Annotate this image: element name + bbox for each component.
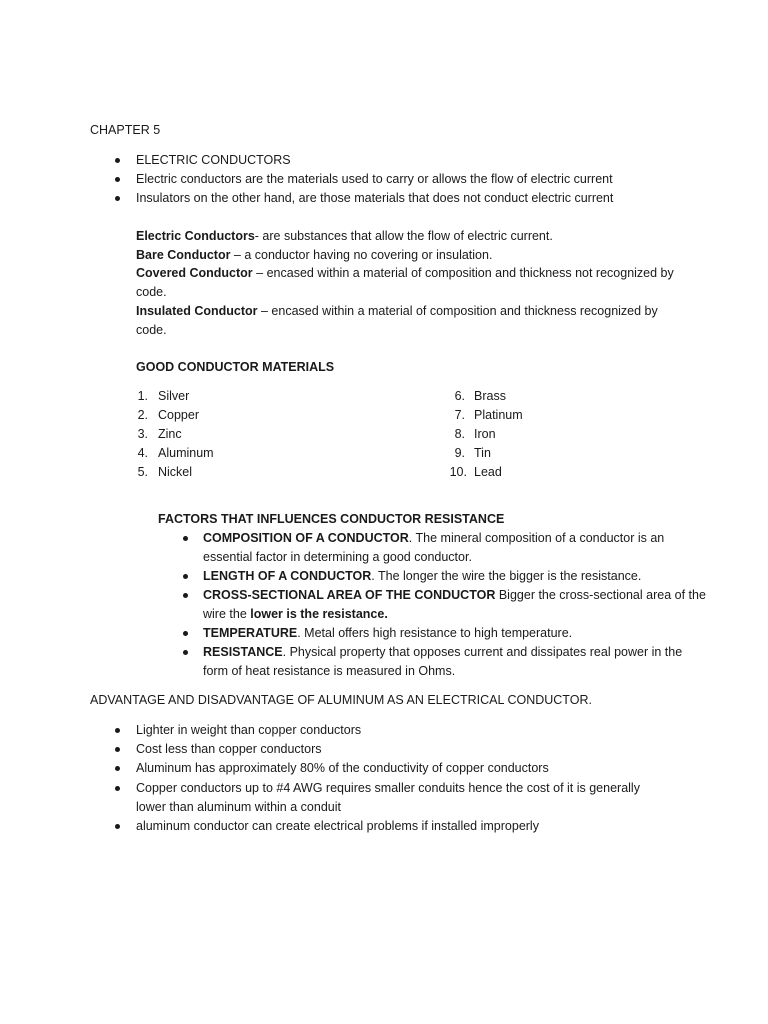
bullet-icon: [183, 574, 188, 579]
factor-resistance-cont: form of heat resistance is measured in Ohms.: [203, 664, 456, 678]
factor-text: . The mineral composition of a conductor is an: [408, 531, 665, 545]
factor-cross-section-cont: [203, 605, 388, 624]
list-number: 2.: [137, 408, 148, 422]
intro-bullet-1: ELECTRIC CONDUCTORS: [136, 153, 291, 167]
definition-text: – encased within a material of composition and thickness not recognized by: [252, 266, 674, 280]
factor-term: CROSS-SECTIONAL AREA OF THE CONDUCTOR: [203, 588, 496, 602]
definition-electric-conductors: [136, 227, 553, 246]
factors-heading: FACTORS THAT INFLUENCES CONDUCTOR RESISTANCE: [158, 512, 505, 526]
definition-text: - are substances that allow the flow of electric current.: [254, 229, 553, 243]
factor-composition-cont: essential factor in determining a good conductor.: [203, 550, 472, 564]
factor-resistance: [203, 643, 682, 662]
aluminum-bullet-1: Lighter in weight than copper conductors: [136, 723, 362, 737]
list-number: 3.: [137, 427, 148, 441]
list-number: 4.: [137, 446, 148, 460]
factor-text: . The longer the wire the bigger is the resistance.: [371, 569, 642, 583]
bullet-icon: [183, 536, 188, 541]
list-number: 6.: [454, 389, 465, 403]
factor-cross-section: [203, 586, 706, 605]
bullet-icon: [183, 631, 188, 636]
factor-term: TEMPERATURE: [203, 626, 298, 640]
material-item: Copper: [158, 408, 199, 422]
factor-composition: [203, 529, 664, 548]
aluminum-bullet-2: Cost less than copper conductors: [136, 742, 322, 756]
material-item: Silver: [158, 389, 190, 403]
bullet-icon: [115, 766, 120, 771]
bullet-icon: [115, 177, 120, 182]
bullet-icon: [115, 158, 120, 163]
definition-term: Covered Conductor: [136, 266, 253, 280]
material-item: Brass: [474, 389, 506, 403]
material-item: Iron: [474, 427, 496, 441]
factor-term: LENGTH OF A CONDUCTOR: [203, 569, 372, 583]
definition-term: Electric Conductors: [136, 229, 255, 243]
factor-emphasis: lower is the resistance.: [250, 607, 388, 621]
factor-text: wire the: [203, 607, 251, 621]
material-item: Tin: [474, 446, 491, 460]
material-item: Zinc: [158, 427, 182, 441]
definition-term: Insulated Conductor: [136, 304, 258, 318]
list-number: 10.: [449, 465, 467, 479]
list-number: 8.: [454, 427, 465, 441]
factor-length: [203, 567, 641, 586]
factor-text: . Metal offers high resistance to high temperature.: [297, 626, 573, 640]
intro-bullet-2: Electric conductors are the materials used to carry or allows the flow of electric current: [136, 172, 613, 186]
bullet-icon: [115, 196, 120, 201]
definition-covered-cont: code.: [136, 285, 167, 299]
list-number: 5.: [137, 465, 148, 479]
aluminum-bullet-4-cont: lower than aluminum within a conduit: [136, 800, 341, 814]
definition-text: – encased within a material of composition and thickness recognized by: [257, 304, 658, 318]
factor-text: . Physical property that opposes current and dissipates real power in the: [282, 645, 683, 659]
list-number: 1.: [137, 389, 148, 403]
definition-insulated-conductor: [136, 302, 658, 321]
materials-heading: GOOD CONDUCTOR MATERIALS: [136, 360, 335, 374]
list-number: 7.: [454, 408, 465, 422]
factor-temperature: [203, 624, 572, 643]
factor-text: Bigger the cross-sectional area of the: [495, 588, 706, 602]
material-item: Aluminum: [158, 446, 214, 460]
factor-term: RESISTANCE: [203, 645, 283, 659]
material-item: Platinum: [474, 408, 523, 422]
definition-covered-conductor: [136, 264, 674, 283]
bullet-icon: [115, 824, 120, 829]
definition-insulated-cont: code.: [136, 323, 167, 337]
aluminum-bullet-4: Copper conductors up to #4 AWG requires smaller conduits hence the cost of it is generally: [136, 781, 640, 795]
definition-text: – a conductor having no covering or insulation.: [230, 248, 493, 262]
factor-term: COMPOSITION OF A CONDUCTOR: [203, 531, 409, 545]
bullet-icon: [115, 786, 120, 791]
aluminum-heading: ADVANTAGE AND DISADVANTAGE OF ALUMINUM AS AN ELECTRICAL CONDUCTOR.: [90, 693, 592, 707]
aluminum-bullet-5: aluminum conductor can create electrical problems if installed improperly: [136, 819, 539, 833]
list-number: 9.: [454, 446, 465, 460]
definition-bare-conductor: [136, 246, 492, 265]
aluminum-bullet-3: Aluminum has approximately 80% of the conductivity of copper conductors: [136, 761, 549, 775]
bullet-icon: [183, 650, 188, 655]
bullet-icon: [115, 728, 120, 733]
bullet-icon: [183, 593, 188, 598]
definition-term: Bare Conductor: [136, 248, 231, 262]
bullet-icon: [115, 747, 120, 752]
material-item: Lead: [474, 465, 502, 479]
intro-bullet-3: Insulators on the other hand, are those materials that does not conduct electric current: [136, 191, 614, 205]
chapter-title: CHAPTER 5: [90, 123, 161, 137]
material-item: Nickel: [158, 465, 193, 479]
